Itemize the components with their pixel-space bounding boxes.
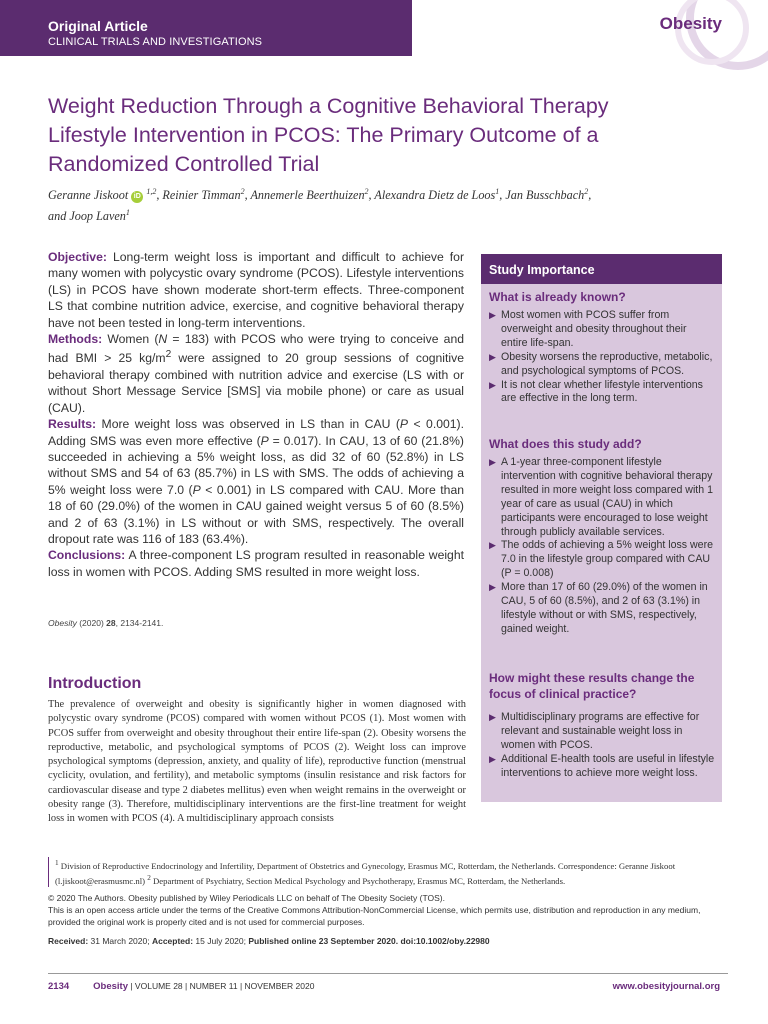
author-affiliation: 1 xyxy=(125,208,130,218)
triangle-bullet-icon: ▶ xyxy=(489,582,496,593)
journal-name: Obesity xyxy=(659,14,722,33)
list-item-text: Most women with PCOS suffer from overweight and obesity throughout their entire life-span. xyxy=(501,309,687,349)
author-name: Reinier Timman xyxy=(162,188,241,203)
published-line: Published online 23 September 2020. doi:10.1002/oby.22980 xyxy=(248,936,490,946)
results-text: < 0.001) in LS compared with CAU. More than 18 of 60 (29.0%) of the women in CAU gained weight versus 5 of 60 (8.5%) and 2 of 63 (3.1%) in LS without or with SMS, respectively. The overall dropout rate was 116 of 183 (63.4%). xyxy=(48,482,464,546)
dates-line xyxy=(48,936,490,946)
results-text: More weight loss was observed in LS than in CAU ( xyxy=(101,417,400,432)
adds-list xyxy=(489,456,715,637)
author-sep: , xyxy=(156,188,163,203)
triangle-bullet-icon: ▶ xyxy=(489,351,496,362)
author-name: Alexandra Dietz de Loos xyxy=(374,188,496,203)
page-number: 2134 xyxy=(48,981,70,992)
results-text: < 0.001). Adding SMS was even more effective ( xyxy=(48,417,464,448)
list-item-text: A 1-year three-component lifestyle intervention with cognitive behavioral therapy resulted in more weight loss compared with 1 year of care as usual (CAU) in which participants were encouraged to lose weight through publicly available services. xyxy=(501,456,713,538)
list-item xyxy=(489,309,715,351)
known-list xyxy=(489,309,715,406)
footnote-marker: 2 xyxy=(147,874,151,883)
list-item xyxy=(489,456,715,539)
author-affiliation: 2 xyxy=(364,187,369,196)
footer-divider xyxy=(48,973,728,974)
footnote-marker: 1 xyxy=(55,859,59,867)
journal-logo xyxy=(620,0,768,76)
practice-list xyxy=(489,711,715,781)
results-p: P xyxy=(192,482,201,497)
known-heading: What is already known? xyxy=(489,290,626,304)
author-sep: , xyxy=(244,188,251,203)
list-item xyxy=(489,753,715,781)
adds-heading: What does this study add? xyxy=(489,437,642,451)
results-text: = 0.017). In CAU, 13 of 60 (21.8%) succeeded in achieving a 5% weight loss, as did 32 of 60 (52.8%) in LS without SMS and 54 of 63 (85.7%) in LS with SMS. The odds of achieving a 5% weight loss were 7.0 ( xyxy=(48,433,464,497)
list-item-text: Obesity worsens the reproductive, metabolic, and psychological symptoms of PCOS. xyxy=(501,350,713,377)
affiliations-footnote xyxy=(48,857,728,887)
triangle-bullet-icon: ▶ xyxy=(489,712,496,722)
author-affiliation: 1,2 xyxy=(146,187,157,196)
accepted-date: 15 July 2020; xyxy=(193,936,249,946)
author-name: and Joop Laven xyxy=(48,209,126,224)
author-name: Jan Busschbach xyxy=(505,188,585,203)
objective-text: Long-term weight loss is important and difficult to achieve for many women with polycystic ovary syndrome (PCOS). Lifestyle interventions (LS) in PCOS have shown moderate short-term effects. Three-component LS that combine nutrition advice, exercise, and cognitive behavioral therapy have not been tested in long-term interventions. xyxy=(48,250,465,330)
copyright-line: © 2020 The Authors. Obesity published by Wiley Periodicals LLC on behalf of The Obesity Society (TOS). xyxy=(48,893,445,903)
list-item-text: It is not clear whether lifestyle interventions are effective in the long term. xyxy=(501,378,703,405)
abstract-results xyxy=(48,416,464,547)
results-p: P xyxy=(260,433,269,448)
citation-year: (2020) xyxy=(79,618,104,628)
abstract-objective xyxy=(48,249,464,331)
footnote-text: Division of Reproductive Endocrinology and Infertility, Department of Obstetrics and Gynecology, Erasmus MC, Rotterdam, the Netherlands. Correspondence: Geranne Jiskoot (l.jiskoot@erasmusmc.nl) xyxy=(55,860,676,887)
article-section: CLINICAL TRIALS AND INVESTIGATIONS xyxy=(48,36,263,48)
author-name: Annemerle Beerthuizen xyxy=(250,188,365,203)
list-item xyxy=(489,351,715,379)
footer-issue: | VOLUME 28 | NUMBER 11 | NOVEMBER 2020 xyxy=(128,981,315,991)
journal-logo-rings-icon xyxy=(620,0,768,76)
methods-n: N xyxy=(158,332,168,347)
footnote-text: Department of Psychiatry, Section Medical Psychology and Psychotherapy, Erasmus MC, Rotterdam, the Netherlands. xyxy=(150,876,566,887)
methods-text: = 183) with PCOS who were trying to conceive and had BMI > 25 kg/m xyxy=(48,332,465,366)
practice-heading: How might these results change the focus of clinical practice? xyxy=(489,671,695,701)
author-name: Geranne Jiskoot xyxy=(48,188,129,203)
triangle-bullet-icon: ▶ xyxy=(489,457,496,467)
author-affiliation: 2 xyxy=(240,187,245,196)
footer-journal: Obesity xyxy=(93,981,128,992)
conclusions-label: Conclusions: xyxy=(48,548,126,563)
conclusions-text: A three-component LS program resulted in reasonable weight loss in women with PCOS. Adding SMS resulted in more weight loss. xyxy=(48,548,464,579)
author-sep: , xyxy=(368,188,375,203)
list-item-text: The odds of achieving a 5% weight loss were 7.0 in the lifestyle group compared with CAU (P = 0.008) xyxy=(501,539,713,580)
author-list xyxy=(48,183,708,225)
list-item-text: Multidisciplinary programs are effective for relevant and sustainable weight loss in women with PCOS. xyxy=(501,711,700,751)
list-item-text: More than 17 of 60 (29.0%) of the women in CAU, 5 of 60 (8.5%), and 2 of 63 (3.1%) in lifestyle without or with SMS, respectively, gained weight. xyxy=(501,581,708,635)
list-item-text: Additional E-health tools are useful in lifestyle interventions to achieve more weight loss. xyxy=(501,752,715,779)
license-line: This is an open access article under the terms of the Creative Commons Attribution-NonCommercial License, which permits use, distribution and reproduction in any medium, provided the original work is properly cited and is not used for commercial purposes. xyxy=(48,904,701,927)
list-item xyxy=(489,581,715,637)
objective-label: Objective: xyxy=(48,250,107,264)
results-p: P xyxy=(399,417,409,432)
citation-pages: , 2134-2141. xyxy=(115,618,164,628)
received-date: 31 March 2020; xyxy=(88,936,152,946)
results-label: Results: xyxy=(48,417,97,432)
methods-label: Methods: xyxy=(48,332,103,347)
study-importance-box xyxy=(481,254,722,802)
introduction-heading: Introduction xyxy=(48,675,142,692)
abstract-conclusions xyxy=(48,547,464,580)
article-title: Weight Reduction Through a Cognitive Behavioral Therapy Lifestyle Intervention in PCOS: The Primary Outcome of a Randomized Controlled Trial xyxy=(48,94,609,176)
methods-text: were assigned to 20 group sessions of cognitive behavioral therapy combined with nutrition advice and exercise (LS with or without Short Message Service [SMS] via mobile phone) or care as usual (CAU). xyxy=(48,351,464,415)
abstract xyxy=(48,249,464,580)
triangle-bullet-icon: ▶ xyxy=(489,753,496,764)
methods-sup: 2 xyxy=(165,349,172,361)
list-item xyxy=(489,711,715,753)
methods-text: Women ( xyxy=(107,332,159,347)
triangle-bullet-icon: ▶ xyxy=(489,379,496,390)
header-band xyxy=(0,0,412,56)
triangle-bullet-icon: ▶ xyxy=(489,310,496,320)
author-affiliation: 1 xyxy=(495,187,500,196)
study-importance-heading: Study Importance xyxy=(481,254,722,284)
citation-volume: 28 xyxy=(106,618,116,628)
list-item xyxy=(489,539,715,581)
citation xyxy=(48,618,163,628)
introduction-body: The prevalence of overweight and obesity is significantly higher in women diagnosed with polycystic ovary syndrome (PCOS) compared with women without PCOS (1). Most women with PCOS suffer from overweight and obesity throughout their entire life-span (2). Obesity worsens the reproductive, metabolic, and psychological symptoms of PCOS (2). Weight loss can improve psychological symptoms (depression, anxiety, and quality of life), reproductive function (menstrual cyclicity, ovulation, and fertility), and metabolic symptoms (insulin resistance and risk factors for cardiovascular disease and type 2 diabetes mellitus) even when weight remains in the overweight or obesity range (3). Therefore, multidisciplinary interventions are the first-line treatment for weight loss in women with PCOS (4). A multidisciplinary approach consists xyxy=(48,699,466,825)
copyright-notice xyxy=(48,893,728,928)
accepted-label: Accepted: xyxy=(151,936,194,946)
list-item xyxy=(489,379,715,407)
citation-journal: Obesity xyxy=(48,618,77,628)
article-type: Original Article xyxy=(48,18,148,34)
author-sep: , xyxy=(499,188,506,203)
orcid-icon[interactable]: iD xyxy=(131,191,143,203)
author-affiliation: 2 xyxy=(584,187,589,196)
footer-left xyxy=(48,981,314,992)
received-label: Received: xyxy=(48,936,89,946)
abstract-methods xyxy=(48,331,464,416)
author-sep: , xyxy=(588,188,592,203)
triangle-bullet-icon: ▶ xyxy=(489,540,496,551)
journal-url-link[interactable]: www.obesityjournal.org xyxy=(612,981,720,992)
